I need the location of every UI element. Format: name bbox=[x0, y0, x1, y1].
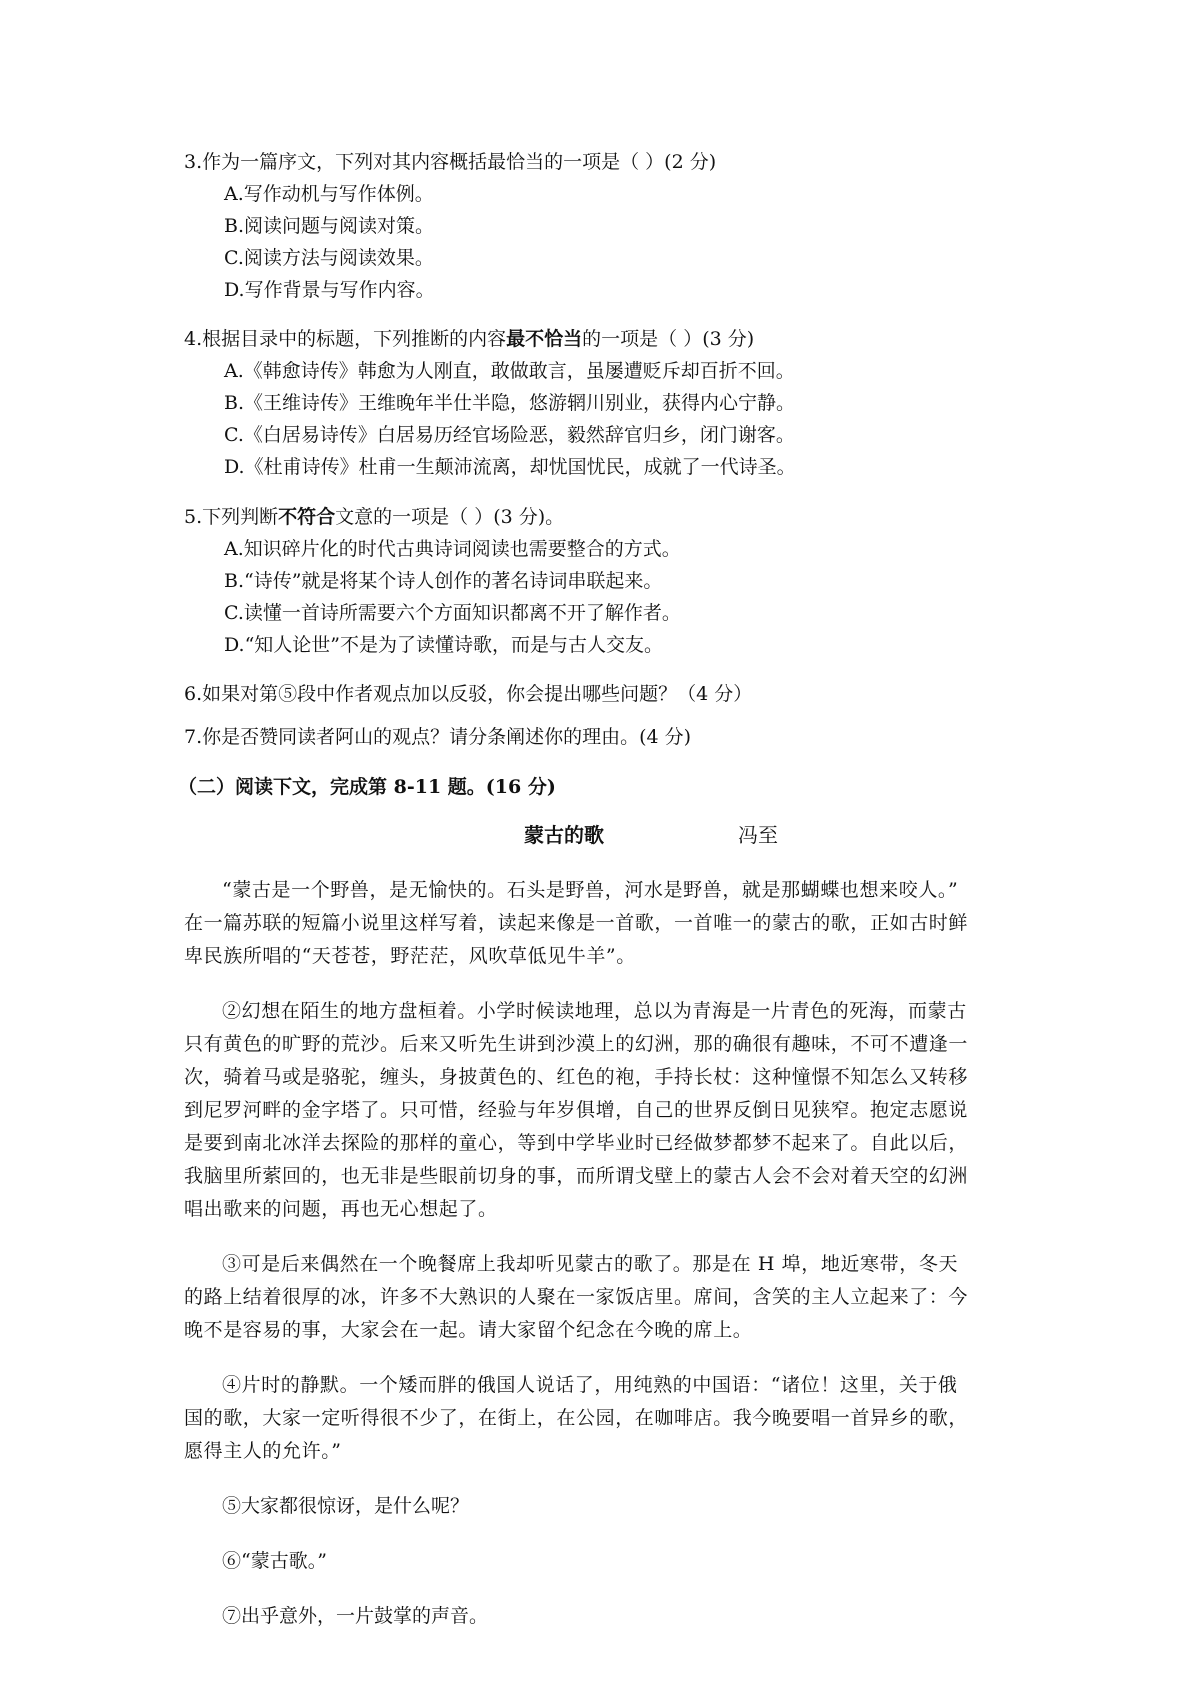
question-5-option-a: A.知识碎片化的时代古典诗词阅读也需要整合的方式。 bbox=[224, 538, 681, 560]
article-paragraph-5: ⑤大家都很惊讶，是什么呢？ bbox=[222, 1495, 470, 1517]
question-3-option-b: B.阅读问题与阅读对策。 bbox=[224, 215, 435, 237]
article-paragraph-1-line-3: 卑民族所唱的“天苍苍，野茫茫，风吹草低见牛羊”。 bbox=[184, 945, 636, 967]
question-5-title-post: 文意的一项是（ ）(3 分)。 bbox=[335, 506, 565, 528]
question-4-option-d: D.《杜甫诗传》杜甫一生颠沛流离，却忧国忧民，成就了一代诗圣。 bbox=[224, 456, 796, 478]
article-paragraph-4-line-1: ④片时的静默。一个矮而胖的俄国人说话了，用纯熟的中国语：“诸位！这里，关于俄 bbox=[222, 1374, 958, 1396]
question-5-option-c: C.读懂一首诗所需要六个方面知识都离不开了解作者。 bbox=[224, 602, 681, 624]
article-paragraph-1-line-2: 在一篇苏联的短篇小说里这样写着，读起来像是一首歌，一首唯一的蒙古的歌，正如古时鲜 bbox=[184, 912, 969, 934]
question-3-option-c: C.阅读方法与阅读效果。 bbox=[224, 247, 434, 269]
article-paragraph-2-line-2: 只有黄色的旷野的荒沙。后来又听先生讲到沙漠上的幻洲，那的确很有趣味，不可不遭逢一 bbox=[184, 1033, 969, 1055]
article-paragraph-6: ⑥“蒙古歌。” bbox=[222, 1550, 327, 1572]
question-5-title bbox=[184, 505, 564, 529]
article-paragraph-3-line-1: ③可是后来偶然在一个晚餐席上我却听见蒙古的歌了。那是在 H 埠，地近寒带，冬天 bbox=[222, 1253, 959, 1275]
question-4-title-pre: 4.根据目录中的标题，下列推断的内容 bbox=[184, 328, 507, 350]
article-paragraph-7: ⑦出乎意外，一片鼓掌的声音。 bbox=[222, 1605, 489, 1627]
question-4-title-post: 的一项是（ ）(3 分) bbox=[582, 328, 755, 350]
article-paragraph-2-line-3: 次，骑着马或是骆驼，缠头，身披黄色的、红色的袍，手持长杖：这种憧憬不知怎么又转移 bbox=[184, 1066, 969, 1088]
section-2-heading: （二）阅读下文，完成第 8-11 题。(16 分) bbox=[178, 776, 556, 798]
article-paragraph-2-line-4: 到尼罗河畔的金字塔了。只可惜，经验与年岁俱增，自己的世界反倒日见狭窄。抱定志愿说 bbox=[184, 1099, 969, 1121]
article-paragraph-2-line-5: 是要到南北冰洋去探险的那样的童心，等到中学毕业时已经做梦都梦不起来了。自此以后， bbox=[184, 1132, 969, 1154]
article-title: 蒙古的歌 bbox=[524, 823, 604, 847]
article-paragraph-2-line-6: 我脑里所萦回的，也无非是些眼前切身的事，而所谓戈壁上的蒙古人会不会对着天空的幻洲 bbox=[184, 1165, 969, 1187]
question-5-title-pre: 5.下列判断 bbox=[184, 506, 279, 528]
question-3-option-a: A.写作动机与写作体例。 bbox=[224, 183, 434, 205]
article-paragraph-3-line-2: 的路上结着很厚的冰，许多不大熟识的人聚在一家饭店里。席间，含笑的主人立起来了：今 bbox=[184, 1286, 969, 1308]
question-5-option-d: D.“知人论世”不是为了读懂诗歌，而是与古人交友。 bbox=[224, 634, 664, 656]
article-paragraph-2-line-7: 唱出歌来的问题，再也无心想起了。 bbox=[184, 1198, 498, 1220]
question-7-title: 7.你是否赞同读者阿山的观点？请分条阐述你的理由。(4 分) bbox=[184, 726, 692, 748]
article-paragraph-4-line-3: 愿得主人的允许。” bbox=[184, 1440, 342, 1462]
question-4-option-b: B.《王维诗传》王维晚年半仕半隐，悠游辋川别业，获得内心宁静。 bbox=[224, 392, 796, 414]
article-paragraph-4-line-2: 国的歌，大家一定听得很不少了，在街上，在公园，在咖啡店。我今晚要唱一首异乡的歌， bbox=[184, 1407, 969, 1429]
article-paragraph-3-line-3: 晚不是容易的事，大家会在一起。请大家留个纪念在今晚的席上。 bbox=[184, 1319, 753, 1341]
article-paragraph-2-line-1: ②幻想在陌生的地方盘桓着。小学时候读地理，总以为青海是一片青色的死海，而蒙古 bbox=[222, 1000, 967, 1022]
question-4-option-a: A.《韩愈诗传》韩愈为人刚直，敢做敢言，虽屡遭贬斥却百折不回。 bbox=[224, 360, 795, 382]
article-paragraph-1-line-1: “蒙古是一个野兽，是无愉快的。石头是野兽，河水是野兽，就是那蝴蝶也想来咬人。” bbox=[222, 879, 959, 901]
question-6-title: 6.如果对第⑤段中作者观点加以反驳，你会提出哪些问题？（4 分） bbox=[184, 683, 753, 705]
question-4-title bbox=[184, 327, 754, 351]
question-3-option-d: D.写作背景与写作内容。 bbox=[224, 279, 435, 301]
article-author: 冯至 bbox=[738, 823, 778, 847]
question-5-option-b: B.“诗传”就是将某个诗人创作的著名诗词串联起来。 bbox=[224, 570, 663, 592]
question-5-title-emphasis: 不符合 bbox=[278, 506, 336, 528]
question-3-title: 3.作为一篇序文，下列对其内容概括最恰当的一项是（ ）(2 分) bbox=[184, 151, 717, 173]
question-4-title-emphasis: 最不恰当 bbox=[506, 328, 583, 350]
question-4-option-c: C.《白居易诗传》白居易历经官场险恶，毅然辞官归乡，闭门谢客。 bbox=[224, 424, 795, 446]
